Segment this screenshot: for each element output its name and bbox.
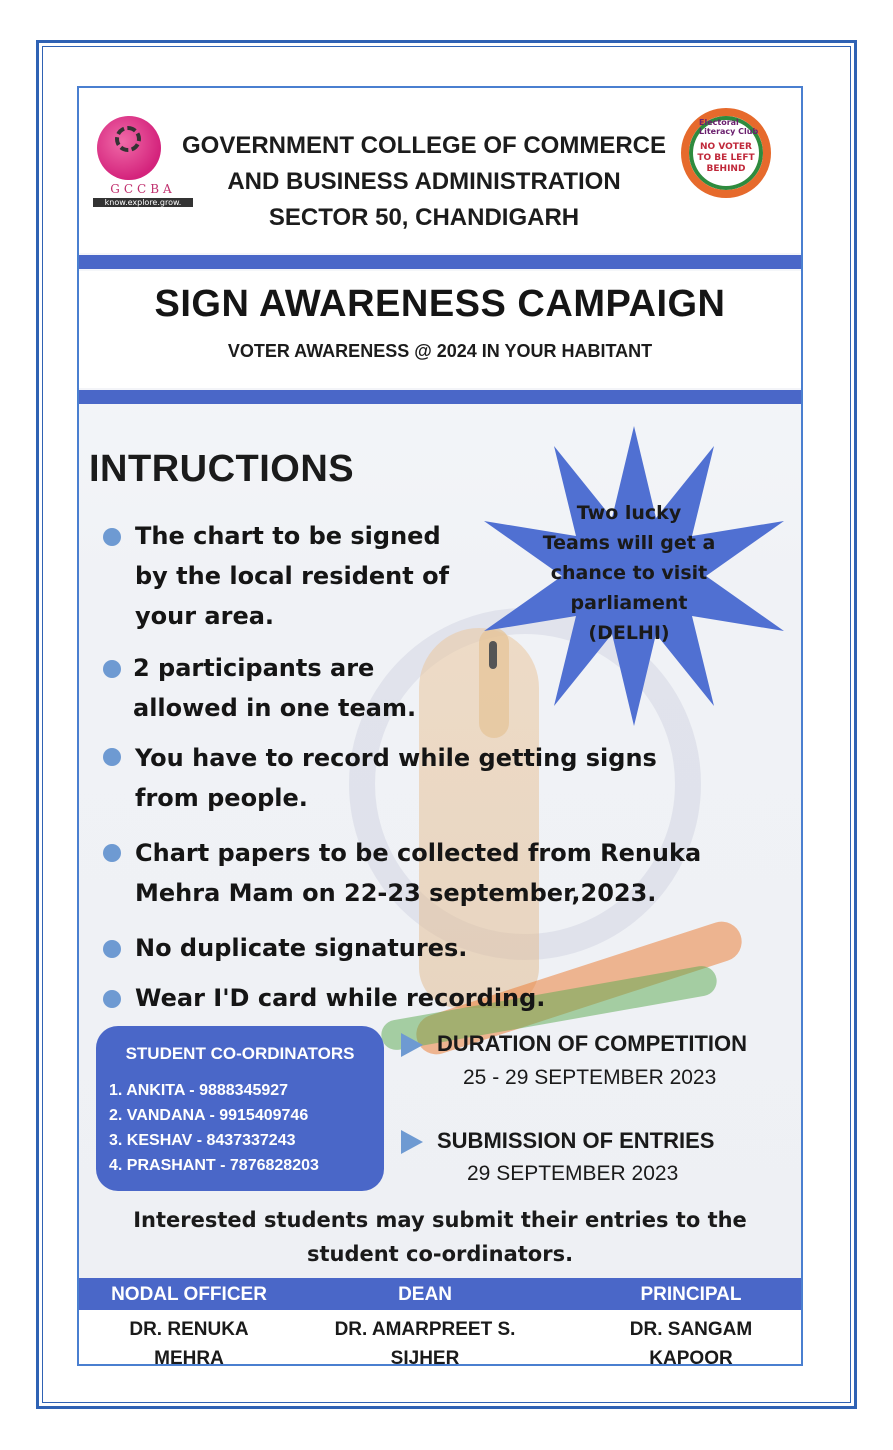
instruction-item-2: [133, 648, 416, 728]
poster: [77, 86, 803, 1366]
signatory-nodal-name-line2: MEHRA: [154, 1348, 224, 1366]
bullet-icon: [103, 844, 121, 862]
signatory-dean-name-line2: SIJHER: [390, 1348, 460, 1366]
instruction-4-line2: Mehra Mam on 22-23 september,2023.: [135, 879, 657, 907]
campaign-title-box: [79, 271, 801, 388]
campaign-subtitle: VOTER AWARENESS @ 2024 IN YOUR HABITANT: [227, 341, 653, 361]
signatory-name-principal: [591, 1315, 791, 1366]
prize-line4: parliament: [570, 592, 688, 614]
coordinators-list: [109, 1078, 319, 1178]
bullet-icon: [103, 660, 121, 678]
gear-icon: [115, 126, 141, 152]
college-name: [169, 128, 679, 236]
instruction-2-line1: 2 participants are: [133, 654, 375, 682]
coordinator-row: 3. KESHAV - 8437337243: [109, 1132, 296, 1149]
bullet-icon: [103, 990, 121, 1008]
elc-logo-title: Electoral Literacy Club: [699, 118, 759, 136]
signatory-role-principal: PRINCIPAL: [640, 1284, 742, 1305]
signatory-name-dean: [315, 1315, 535, 1366]
prize-line3: chance to visit: [550, 562, 708, 584]
instruction-item-6: [135, 978, 545, 1018]
duration-label: DURATION OF COMPETITION: [437, 1031, 748, 1056]
header-band: [79, 255, 801, 269]
bullet-icon: [103, 528, 121, 546]
signatory-role-dean: DEAN: [398, 1284, 452, 1305]
bullet-icon: [103, 940, 121, 958]
coordinator-row: 2. VANDANA - 9915409746: [109, 1107, 309, 1124]
closing-line1: Interested students may submit their entries to the: [133, 1208, 747, 1232]
instruction-1-line2: by the local resident of: [135, 562, 450, 590]
signatory-nodal-name-line1: DR. RENUKA: [129, 1319, 249, 1340]
student-coordinators-box: [96, 1026, 384, 1191]
electoral-literacy-club-logo: [681, 108, 771, 198]
instructions-heading: INTRUCTIONS: [89, 448, 355, 490]
college-name-line3: SECTOR 50, CHANDIGARH: [268, 204, 580, 231]
signatory-name-nodal: [89, 1315, 289, 1366]
coordinator-row: 4. PRASHANT - 7876828203: [109, 1157, 319, 1174]
college-name-line1: GOVERNMENT COLLEGE OF COMMERCE: [181, 132, 666, 159]
elc-logo-text: NO VOTER TO BE LEFT BEHIND: [697, 142, 755, 174]
instruction-item-3: [135, 738, 657, 818]
campaign-title: SIGN AWARENESS CAMPAIGN: [154, 283, 726, 325]
title-band: [79, 390, 801, 404]
prize-text: [524, 498, 734, 648]
arrow-right-icon: [401, 1130, 423, 1154]
instruction-1-line1: The chart to be signed: [135, 522, 441, 550]
instruction-3-line2: from people.: [135, 784, 308, 812]
instruction-item-5: [135, 928, 467, 968]
prize-line2: Teams will get a: [542, 532, 716, 554]
closing-note: [99, 1203, 781, 1271]
college-name-line2: AND BUSINESS ADMINISTRATION: [227, 168, 621, 195]
instruction-item-4: [135, 833, 701, 913]
signatory-principal-name-line2: KAPOOR: [649, 1348, 733, 1366]
bullet-icon: [103, 748, 121, 766]
signatory-role-nodal: NODAL OFFICER: [111, 1284, 267, 1305]
signatory-dean-name-line1: DR. AMARPREET S.: [334, 1319, 516, 1340]
coordinator-row: 1. ANKITA - 9888345927: [109, 1082, 289, 1099]
instruction-1-line3: your area.: [135, 602, 275, 630]
submission-value: 29 SEPTEMBER 2023: [467, 1162, 679, 1185]
arrow-right-icon: [401, 1033, 423, 1057]
instruction-4-line1: Chart papers to be collected from Renuka: [135, 839, 702, 867]
instruction-item-1: [135, 516, 449, 636]
instruction-6-line1: Wear I'D card while recording.: [135, 984, 546, 1012]
gccba-logo-tagline: know.explore.grow.: [93, 198, 193, 207]
coordinators-title: STUDENT CO-ORDINATORS: [125, 1044, 355, 1063]
signatory-principal-name-line1: DR. SANGAM: [629, 1319, 753, 1340]
submission-label: SUBMISSION OF ENTRIES: [437, 1128, 715, 1153]
instruction-3-line1: You have to record while getting signs: [135, 744, 657, 772]
poster-header: [79, 88, 801, 253]
duration-value: 25 - 29 SEPTEMBER 2023: [463, 1066, 717, 1089]
instruction-2-line2: allowed in one team.: [133, 694, 417, 722]
closing-line2: student co-ordinators.: [306, 1242, 574, 1266]
instruction-5-line1: No duplicate signatures.: [135, 934, 468, 962]
prize-line5: (DELHI): [588, 622, 670, 644]
gccba-logo-letters: GCCBA: [110, 182, 176, 196]
prize-line1: Two lucky: [576, 502, 682, 524]
